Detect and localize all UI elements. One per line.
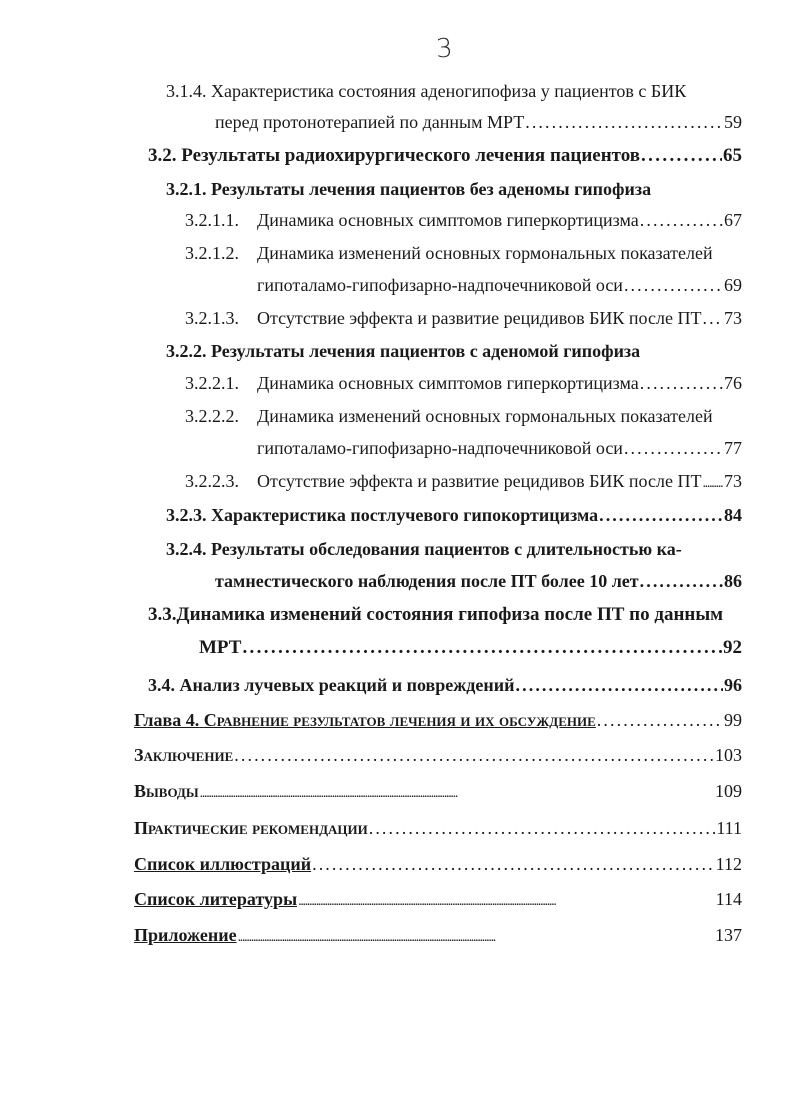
dot-leader (702, 469, 723, 496)
entry-number: 3.2.3. (166, 505, 207, 525)
entry-page: 96 (724, 675, 742, 695)
entry-page: 59 (724, 112, 742, 132)
entry-page: 137 (715, 925, 742, 945)
entry-page: 73 (724, 308, 742, 328)
dot-leader (516, 673, 723, 697)
entry-page: 67 (724, 210, 742, 230)
entry-title: Результаты обследования пациентов с длительностью ка- (211, 539, 682, 559)
entry-title: Приложение (134, 925, 237, 945)
dot-leader (640, 371, 723, 395)
dot-leader (369, 816, 716, 840)
entry-title: Характеристика постлучевого гипокортицизма (211, 505, 599, 525)
entry-number: 3.2.1.1. (185, 210, 239, 230)
entry-title-cont: МРТ (199, 637, 242, 658)
entry-number: 3.3. (148, 604, 177, 625)
dot-leader (640, 569, 723, 593)
toc-conclusion[interactable] (134, 743, 742, 767)
dot-leader (238, 923, 714, 950)
chapter-label: Глава 4. (134, 710, 200, 730)
dot-leader (641, 144, 722, 168)
toc-entry-3-4[interactable] (148, 673, 742, 697)
toc-entry-3-2-1[interactable] (166, 177, 651, 201)
toc-illustrations[interactable] (134, 852, 742, 876)
entry-title: Динамика основных симптомов гиперкортицизма (257, 210, 639, 230)
dot-leader (200, 779, 714, 806)
toc-entry-3-2-2-2-line1 (185, 404, 713, 428)
entry-title: Результаты лечения пациентов без аденомы гипофиза (211, 179, 652, 199)
entry-number: 3.2.2.2. (185, 406, 239, 426)
toc-entry-3-3[interactable] (199, 636, 742, 660)
toc-entry-3-1-4[interactable] (215, 110, 742, 134)
entry-title: Результаты радиохирургического лечения пациентов (181, 145, 641, 166)
entry-number: 3.2. (148, 145, 177, 166)
entry-page: 112 (715, 854, 742, 874)
entry-title: Динамика изменений основных гормональных показателей (257, 406, 713, 426)
entry-title: Отсутствие эффекта и развитие рецидивов БИК после ПТ (257, 308, 702, 328)
entry-page: 73 (724, 471, 742, 491)
entry-page: 109 (715, 781, 742, 801)
toc-entry-3-2-2-3[interactable] (185, 469, 742, 496)
entry-number: 3.2.2.1. (185, 373, 239, 393)
dot-leader (624, 273, 723, 297)
entry-number: 3.2.1.3. (185, 308, 239, 328)
toc-appendix[interactable] (134, 923, 742, 950)
toc-entry-3-2[interactable] (148, 144, 742, 168)
dot-leader (242, 636, 722, 660)
entry-page: 92 (723, 637, 742, 658)
entry-title: Динамика изменений состояния гипофиза после ПТ по данным (176, 604, 724, 625)
chapter-title: Сравнение результатов лечения и их обсуждение (203, 710, 596, 730)
toc-entry-3-2-4-line1 (166, 537, 682, 561)
dot-leader (234, 743, 714, 767)
entry-page: 77 (724, 438, 742, 458)
entry-number: 3.2.1.2. (185, 243, 239, 263)
entry-page: 111 (716, 818, 742, 838)
entry-title-cont: тамнестического наблюдения после ПТ более 10 лет (215, 571, 639, 591)
toc-recommendations[interactable] (134, 816, 742, 840)
dot-leader (525, 110, 723, 134)
entry-page: 86 (724, 571, 742, 591)
entry-title-cont: гипоталамо-гипофизарно-надпочечниковой оси (257, 438, 623, 458)
entry-number: 3.2.2. (166, 341, 207, 361)
toc-entry-3-2-2-2[interactable] (257, 436, 742, 460)
toc-entry-3-2-1-3[interactable] (185, 306, 742, 330)
entry-title: Результаты лечения пациентов с аденомой гипофиза (211, 341, 641, 361)
toc-entry-3-1-4-line1 (166, 79, 686, 103)
entry-title: Выводы (134, 781, 199, 801)
entry-number: 3.2.1. (166, 179, 207, 199)
toc-entry-3-3-line1 (148, 603, 723, 627)
entry-title: Анализ лучевых реакций и повреждений (179, 675, 515, 695)
entry-title-cont: гипоталамо-гипофизарно-надпочечниковой оси (257, 275, 623, 295)
toc-findings[interactable] (134, 779, 742, 806)
entry-title: Отсутствие эффекта и развитие рецидивов БИК после ПТ (257, 471, 702, 491)
entry-number: 3.2.2.3. (185, 471, 239, 491)
toc-entry-3-2-4[interactable] (215, 569, 742, 593)
dot-leader (312, 852, 715, 876)
dot-leader (624, 436, 723, 460)
entry-number: 3.2.4. (166, 539, 207, 559)
entry-title: Заключение (134, 745, 234, 765)
dot-leader (599, 503, 723, 527)
entry-page: 84 (724, 505, 742, 525)
dot-leader (702, 306, 723, 330)
toc-entry-3-2-2[interactable] (166, 339, 640, 363)
dot-leader (597, 708, 723, 732)
entry-page: 99 (724, 710, 742, 730)
entry-title: Динамика изменений основных гормональных показателей (257, 243, 713, 263)
toc-entry-3-2-3[interactable] (166, 503, 742, 527)
toc-literature[interactable] (134, 887, 742, 914)
entry-title: Практические рекомендации (134, 818, 368, 838)
entry-page: 114 (715, 889, 742, 909)
dot-leader (640, 208, 723, 232)
entry-page: 76 (724, 373, 742, 393)
entry-title: Динамика основных симптомов гиперкортицизма (257, 373, 639, 393)
toc-entry-3-2-1-2-line1 (185, 241, 713, 265)
entry-page: 65 (723, 145, 742, 166)
page-number: 3 (434, 33, 454, 65)
entry-number: 3.1.4. (166, 81, 207, 101)
toc-entry-3-2-1-2[interactable] (257, 273, 742, 297)
entry-title: Список литературы (134, 889, 298, 909)
entry-page: 69 (724, 275, 742, 295)
dot-leader (298, 887, 715, 914)
entry-title: Список иллюстраций (134, 854, 312, 874)
toc-entry-3-2-2-1[interactable] (185, 371, 742, 395)
toc-entry-3-2-1-1[interactable] (185, 208, 742, 232)
entry-number: 3.4. (148, 675, 175, 695)
entry-title-cont: перед протонотерапией по данным МРТ (215, 112, 525, 132)
entry-title: Характеристика состояния аденогипофиза у пациентов с БИК (211, 81, 687, 101)
toc-chapter-4[interactable] (134, 708, 742, 732)
entry-page: 103 (715, 745, 742, 765)
